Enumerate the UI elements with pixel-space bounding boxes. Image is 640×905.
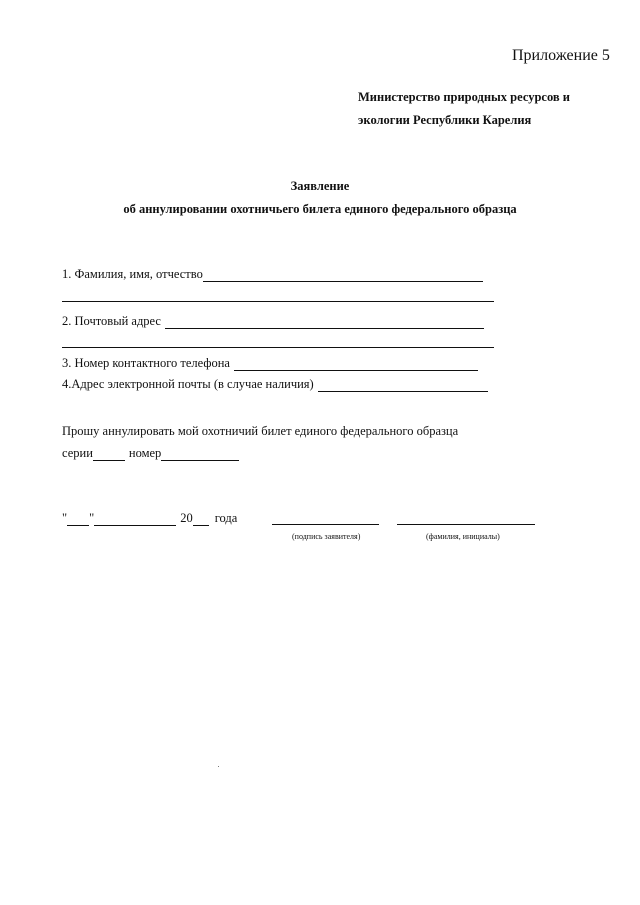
postal-address-label: 2. Почтовый адрес: [62, 314, 161, 328]
year-prefix: 20: [180, 511, 193, 525]
phone-field: [62, 356, 478, 371]
year-suffix: года: [214, 511, 238, 525]
series-number-field: [62, 446, 239, 461]
phone-line[interactable]: [234, 358, 478, 371]
postal-address-continuation-line[interactable]: [62, 347, 494, 348]
postal-address-field: [62, 314, 484, 329]
document-subtitle: об аннулировании охотничьего билета единого федерального образца: [123, 202, 517, 216]
number-line[interactable]: [161, 448, 239, 461]
name-initials-caption: (фамилия, инициалы): [426, 532, 500, 541]
date-quote-close: ": [89, 511, 95, 525]
recipient-line-2: экологии Республики Карелия: [358, 113, 532, 127]
month-line[interactable]: [94, 513, 176, 526]
signature-caption: (подпись заявителя): [292, 532, 361, 541]
number-label: номер: [128, 446, 162, 460]
request-sentence: Прошу аннулировать мой охотничий билет единого федерального образца: [62, 424, 459, 438]
document-title: Заявление: [290, 179, 350, 193]
appendix-label: Приложение 5: [512, 47, 610, 64]
day-line[interactable]: [67, 513, 89, 526]
full-name-initials-line[interactable]: [397, 524, 535, 525]
recipient-line-1: Министерство природных ресурсов и: [358, 90, 570, 104]
email-line[interactable]: [318, 379, 488, 392]
email-label: 4.Адрес электронной почты (в случае наличия): [62, 377, 314, 391]
full-name-field: [62, 267, 483, 282]
signature-line[interactable]: [272, 524, 379, 525]
request-text: [62, 424, 458, 439]
full-name-label: 1. Фамилия, имя, отчество: [62, 267, 203, 281]
date-field: [62, 511, 237, 526]
year-line[interactable]: [193, 513, 209, 526]
date-quote-open: ": [62, 511, 68, 525]
scan-speck: [218, 766, 219, 767]
phone-label: 3. Номер контактного телефона: [62, 356, 230, 370]
postal-address-line[interactable]: [165, 316, 484, 329]
series-line[interactable]: [93, 448, 125, 461]
series-label: серии: [62, 446, 93, 460]
email-field: [62, 377, 488, 392]
full-name-line[interactable]: [203, 269, 483, 282]
full-name-continuation-line[interactable]: [62, 301, 494, 302]
